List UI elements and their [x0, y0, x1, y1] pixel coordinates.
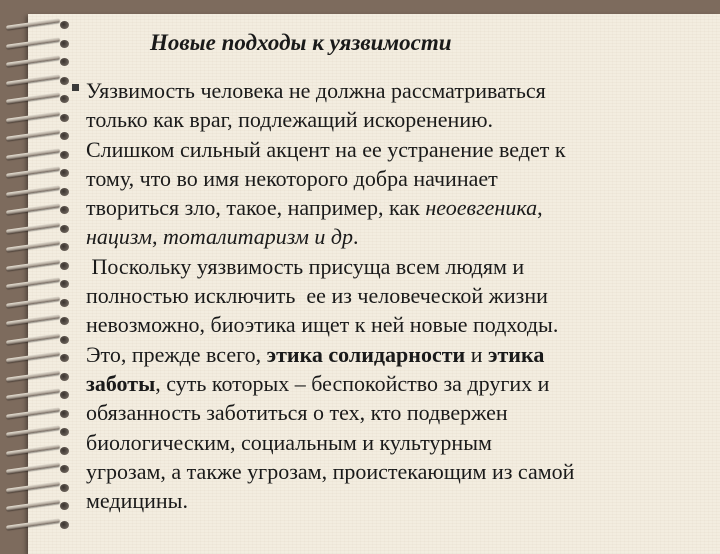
spiral-ring-icon: [0, 444, 80, 458]
text-line: Уязвимость человека не должна рассматриваться: [86, 78, 546, 103]
spiral-ring-icon: [0, 277, 80, 291]
spiral-ring-icon: [0, 462, 80, 476]
spiral-ring-icon: [0, 351, 80, 365]
spiral-ring-icon: [0, 518, 80, 532]
spiral-ring-icon: [0, 74, 80, 88]
square-bullet-icon: [72, 84, 79, 91]
term-nazism: нацизм: [86, 224, 152, 250]
text-line: медицины.: [86, 488, 188, 514]
spiral-ring-icon: [0, 499, 80, 513]
spiral-ring-icon: [0, 388, 80, 402]
spiral-ring-icon: [0, 166, 80, 180]
spiral-ring-icon: [0, 222, 80, 236]
text-line: [86, 222, 720, 251]
spiral-ring-icon: [0, 259, 80, 273]
spiral-ring-icon: [0, 407, 80, 421]
text-line: тому, что во имя некоторого добра начинает: [86, 165, 498, 191]
term-care-ethics: этика: [487, 341, 545, 367]
spiral-ring-icon: [0, 314, 80, 328]
slide-body: [86, 76, 720, 515]
text-line: [86, 193, 720, 222]
spiral-ring-icon: [0, 18, 80, 32]
spiral-ring-icon: [0, 370, 80, 384]
text-line: [86, 340, 720, 369]
spiral-ring-icon: [0, 148, 80, 162]
text-run: ,: [152, 224, 163, 250]
text-run: .: [353, 224, 359, 250]
spiral-ring-icon: [0, 425, 80, 439]
text-line: Поскольку уязвимость присуща всем людям и: [86, 253, 525, 279]
term-totalitarianism: тоталитаризм и др: [163, 224, 353, 250]
spiral-ring-icon: [0, 333, 80, 347]
text-line: биологическим, социальным и культурным: [86, 429, 492, 455]
text-line: обязанность заботиться о тех, кто подвержен: [86, 400, 508, 426]
text-run: ,: [537, 195, 543, 221]
term-neoeugenics: неоевгеника: [425, 195, 538, 221]
term-care: заботы: [86, 370, 156, 396]
spiral-binding-icon: [0, 0, 80, 540]
spiral-ring-icon: [0, 111, 80, 125]
slide-title: Новые подходы к уязвимости: [150, 30, 452, 55]
spiral-ring-icon: [0, 481, 80, 495]
term-solidarity-ethics: этика солидарности: [266, 341, 466, 367]
spiral-ring-icon: [0, 185, 80, 199]
spiral-ring-icon: [0, 296, 80, 310]
text-run: твориться зло, такое, например, как: [86, 195, 426, 221]
text-run: , суть которых – беспокойство за других и: [155, 370, 550, 396]
spiral-ring-icon: [0, 203, 80, 217]
text-line: невозможно, биоэтика ищет к ней новые подходы.: [86, 312, 559, 338]
spiral-ring-icon: [0, 55, 80, 69]
spiral-ring-icon: [0, 92, 80, 106]
text-line: полностью исключить ее из человеческой жизни: [86, 283, 548, 309]
text-line: угрозам, а также угрозам, проистекающим из самой: [86, 458, 575, 484]
text-line: [86, 369, 720, 398]
text-run: Это, прежде всего,: [86, 341, 267, 367]
text-line: Слишком сильный акцент на ее устранение ведет к: [86, 136, 566, 162]
text-run: и: [465, 341, 488, 367]
spiral-ring-icon: [0, 129, 80, 143]
spiral-ring-icon: [0, 37, 80, 51]
text-line: только как враг, подлежащий искоренению.: [86, 107, 494, 133]
spiral-ring-icon: [0, 240, 80, 254]
